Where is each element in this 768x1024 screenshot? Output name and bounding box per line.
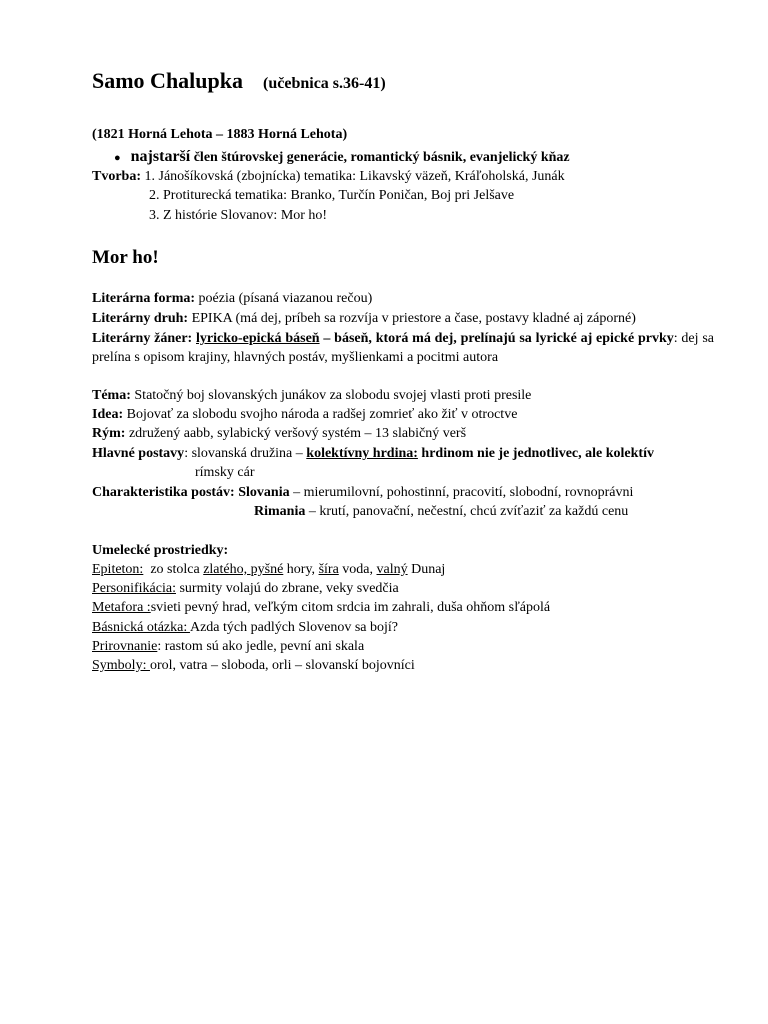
symboly-line: [92, 657, 415, 675]
epiteton-text: voda,: [338, 562, 377, 577]
bullet-rest: člen štúrovskej generácie, romantický básnik, evanjelický kňaz: [190, 150, 570, 165]
rym-label: Rým:: [92, 426, 126, 441]
forma-line: [92, 290, 372, 308]
metafora-text: svieti pevný hrad, veľkým citom srdcia im zahrali, duša ohňom sľápolá: [150, 600, 551, 615]
otazka-line: [92, 619, 398, 637]
tvorba-label: Tvorba:: [92, 169, 141, 184]
tema-line: [92, 387, 531, 405]
postavy-label: Hlavné postavy: [92, 446, 185, 461]
tema-text: Statočný boj slovanských junákov za slobodu svojej vlasti proti presile: [130, 388, 532, 403]
druh-label: Literárny druh:: [92, 311, 189, 326]
prirovnanie-text: : rastom sú ako jedle, pevní ani skala: [157, 639, 365, 654]
druh-line: [92, 310, 636, 328]
tvorba-line-1: [92, 168, 565, 186]
personifikacia-label: Personifikácia:: [92, 581, 176, 596]
title-note: (učebnica s.36-41): [263, 75, 386, 92]
epiteton-text: hory,: [283, 562, 319, 577]
epiteton-text: Dunaj: [407, 562, 446, 577]
epiteton-example: šíra: [318, 562, 339, 577]
rym-text: združený aabb, sylabický veršový systém – 13 slabičný verš: [125, 426, 467, 441]
bullet-line: [114, 148, 570, 167]
epiteton-label: Epiteton:: [92, 562, 144, 577]
zaner-text: : dej sa prelína s opisom krajiny, hlavných postáv, myšlienkami a pocitmi autora: [92, 331, 714, 365]
zaner-label: Literárny žáner:: [92, 331, 193, 346]
group-text: – krutí, panovační, nečestní, chcú zvíťaziť za každú cenu: [305, 504, 629, 519]
forma-text: poézia (písaná viazanou rečou): [195, 291, 373, 306]
tvorba-item: 3. Z histórie Slovanov: Mor ho!: [149, 208, 328, 223]
group-text: – mierumilovní, pohostinní, pracovití, slobodní, rovnoprávni: [289, 485, 634, 500]
tema-label: Téma:: [92, 388, 131, 403]
life-dates: (1821 Horná Lehota – 1883 Horná Lehota): [92, 127, 348, 142]
zaner-paragraph: [92, 329, 714, 367]
postavy-second: rímsky cár: [195, 465, 255, 480]
title-text: Samo Chalupka: [92, 68, 244, 93]
prirovnanie-label: Prirovnanie: [92, 639, 158, 654]
epiteton-text: zo stolca: [143, 562, 204, 577]
metafora-label: Metafora :: [92, 600, 151, 615]
charakteristika-label: Charakteristika postáv:: [92, 485, 235, 500]
postavy-underlined: kolektívny hrdina:: [306, 446, 418, 461]
postavy-bold: hrdinom nie je jednotlivec, ale kolektív: [417, 446, 654, 461]
idea-text: Bojovať za slobodu svojho národa a radšej zomrieť ako žiť v otroctve: [123, 407, 518, 422]
otazka-label: Básnická otázka:: [92, 620, 190, 635]
otazka-text: Azda tých padlých Slovenov sa bojí?: [189, 620, 398, 635]
idea-line: [92, 406, 517, 424]
epiteton-example: zlatého, pyšné: [203, 562, 284, 577]
symboly-text: orol, vatra – sloboda, orli – slovanskí bojovníci: [149, 658, 415, 673]
section-heading: Mor ho!: [92, 247, 159, 268]
group-name: Slovania: [238, 485, 290, 500]
metafora-line: [92, 599, 550, 617]
bullet-dot: ●: [114, 152, 121, 164]
tvorba-item: 2. Protiturecká tematika: Branko, Turčín Poničan, Boj pri Jelšave: [149, 188, 515, 203]
zaner-underlined: lyricko-epická báseň: [196, 331, 320, 346]
postavy-line: [92, 445, 654, 463]
charakteristika-line-1: [92, 484, 633, 502]
personifikacia-line: [92, 580, 399, 598]
personifikacia-text: surmity volajú do zbrane, veky svedčia: [175, 581, 399, 596]
symboly-label: Symboly:: [92, 658, 150, 673]
druh-text: EPIKA (má dej, príbeh sa rozvíja v priestore a čase, postavy kladné aj záporné): [188, 311, 636, 326]
charakteristika-line-2: [254, 503, 628, 521]
idea-label: Idea:: [92, 407, 124, 422]
prostriedky-heading: Umelecké prostriedky:: [92, 543, 229, 558]
rym-line: [92, 425, 466, 443]
epiteton-line: [92, 561, 445, 579]
bullet-strong: najstarší: [130, 148, 191, 165]
page-title: [92, 68, 386, 97]
forma-label: Literárna forma:: [92, 291, 196, 306]
prirovnanie-line: [92, 638, 364, 656]
zaner-bold: – báseň, ktorá má dej, prelínajú sa lyrické aj epické prvky: [319, 331, 674, 346]
epiteton-example: valný: [376, 562, 408, 577]
postavy-text: : slovanská družina –: [184, 446, 307, 461]
group-name: Rimania: [254, 504, 306, 519]
tvorba-item: 1. Jánošíkovská (zbojnícka) tematika: Likavský väzeň, Kráľoholská, Junák: [144, 169, 565, 184]
